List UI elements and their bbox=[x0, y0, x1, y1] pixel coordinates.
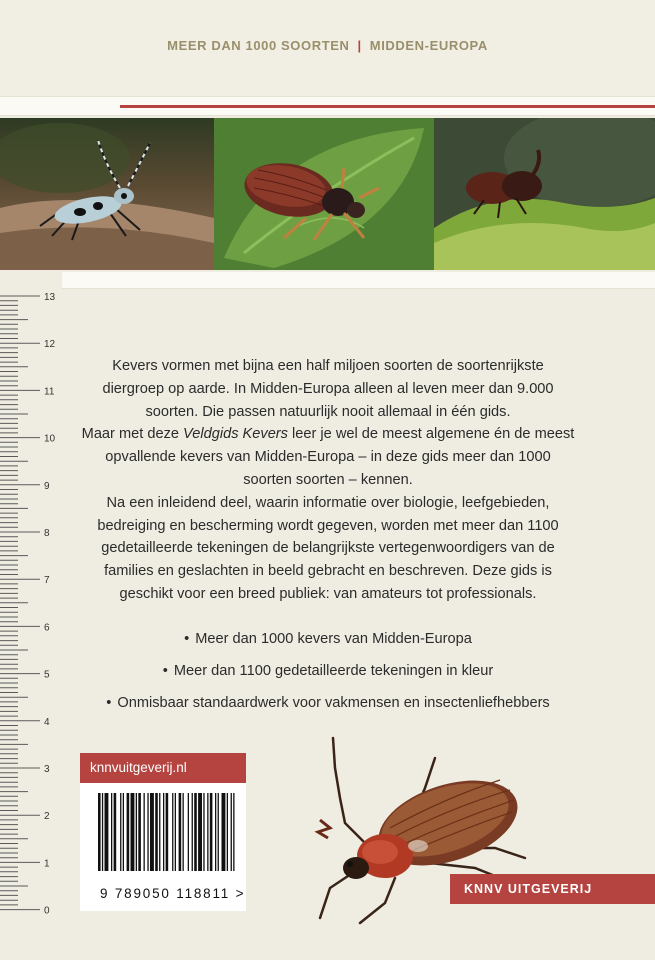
feature-item bbox=[78, 628, 578, 660]
feature-text: Meer dan 1000 kevers van Midden-Europa bbox=[195, 631, 472, 647]
description-p2-start: Maar met deze bbox=[81, 426, 184, 443]
feature-text: Meer dan 1100 gedetailleerde tekeningen in kleur bbox=[173, 663, 494, 679]
barcode-bar bbox=[163, 793, 164, 871]
description-paragraph-3: Na een inleidend deel, waarin informatie over biologie, leefgebieden, bedreiging en bescherming wordt gegeven, worden met meer dan 1100 gedetailleerde tekeningen de belangrijkste vertegenwoordigers van de families en geslachten in beeld gebracht en beschreven. Deze gids is geschikt voor een breed publiek: van amateurs tot professionals. bbox=[97, 494, 559, 602]
header-tagline-left: MEER DAN 1000 SOORTEN bbox=[167, 38, 350, 53]
barcode-bar bbox=[105, 793, 109, 871]
header-tagline-right: MIDDEN-EUROPA bbox=[369, 38, 488, 53]
ruler-label: 11 bbox=[44, 386, 55, 398]
feature-item bbox=[78, 692, 578, 724]
header-separator: | bbox=[357, 38, 362, 53]
rhinoceros-beetle-on-moss-photo bbox=[434, 118, 655, 270]
longhorn-beetle-photo bbox=[0, 118, 214, 270]
header-tagline bbox=[0, 38, 655, 53]
barcode-bar bbox=[194, 793, 197, 871]
barcode-bar bbox=[114, 793, 117, 871]
ruler-label: 5 bbox=[44, 669, 50, 681]
barcode-bar bbox=[138, 793, 141, 871]
barcode-bars bbox=[80, 783, 246, 883]
ruler-label: 1 bbox=[44, 858, 50, 870]
barcode-bar bbox=[188, 793, 189, 871]
barcode-bar bbox=[192, 793, 193, 871]
barcode-bar bbox=[210, 793, 213, 871]
photo-strip bbox=[0, 118, 655, 270]
feature-text: Onmisbaar standaardwerk voor vakmensen en insectenliefhebbers bbox=[117, 695, 550, 711]
barcode-bar bbox=[144, 793, 145, 871]
barcode-bar bbox=[175, 793, 176, 871]
isbn-digits: 9 789050 118811 > bbox=[100, 886, 246, 901]
ruler-label: 13 bbox=[44, 292, 56, 303]
ruler-label: 7 bbox=[44, 575, 50, 587]
ruler-label: 9 bbox=[44, 480, 50, 492]
ruler-label: 6 bbox=[44, 622, 50, 634]
barcode-bar bbox=[159, 793, 160, 871]
ruler-label: 3 bbox=[44, 764, 50, 775]
barcode-bar bbox=[120, 793, 121, 871]
barcode-bar bbox=[147, 793, 148, 871]
barcode-bar bbox=[123, 793, 124, 871]
accent-line bbox=[120, 105, 655, 108]
barcode-bar bbox=[222, 793, 226, 871]
top-stripe bbox=[0, 96, 655, 116]
barcode-bar bbox=[111, 793, 112, 871]
feature-list bbox=[78, 628, 578, 724]
book-title: Veldgids Kevers bbox=[183, 426, 288, 443]
publisher-badge: KNNV UITGEVERIJ bbox=[450, 874, 655, 904]
ruler-label: 12 bbox=[44, 339, 56, 351]
barcode-bar bbox=[233, 793, 234, 871]
barcode-bar bbox=[166, 793, 169, 871]
bullet-icon: • bbox=[184, 631, 190, 647]
barcode-bar bbox=[203, 793, 204, 871]
header-band bbox=[0, 0, 655, 96]
ruler-label: 8 bbox=[44, 528, 50, 539]
barcode-bar bbox=[231, 793, 232, 871]
barcode-bar bbox=[179, 793, 182, 871]
barcode-bar bbox=[127, 793, 130, 871]
ruler-label: 10 bbox=[44, 433, 56, 445]
website-badge: knnvuitgeverij.nl bbox=[80, 753, 246, 783]
barcode-bar bbox=[227, 793, 228, 871]
barcode-bar bbox=[198, 793, 202, 871]
bullet-icon: • bbox=[162, 663, 168, 679]
ruler bbox=[0, 270, 62, 960]
barcode-bar bbox=[136, 793, 137, 871]
barcode-bar bbox=[150, 793, 154, 871]
ruler-label: 0 bbox=[44, 905, 50, 917]
ruler-label: 4 bbox=[44, 716, 50, 728]
cockchafer-on-leaf-photo bbox=[214, 118, 434, 270]
bullet-icon: • bbox=[106, 695, 112, 711]
barcode-bar bbox=[207, 793, 208, 871]
barcode-bar bbox=[172, 793, 173, 871]
description-paragraph-1: Kevers vormen met bijna een half miljoen soorten de soortenrijkste diergroep op aarde. In Midden-Europa alleen al leven meer dan 9.000 soorten. Die passen natuurlijk nooit allemaal in één gids. bbox=[102, 358, 554, 420]
bottom-stripe bbox=[0, 272, 655, 289]
description-paragraph-2 bbox=[80, 423, 576, 491]
barcode-bar bbox=[98, 793, 101, 871]
barcode-bar bbox=[131, 793, 135, 871]
description-p2-end: leer je wel de meest algemene én de meest opvallende kevers van Midden-Europa – in deze gids meer dan 1000 soorten soorten – kennen. bbox=[105, 426, 575, 488]
description bbox=[80, 355, 576, 606]
ruler-label: 2 bbox=[44, 811, 50, 823]
barcode-bar bbox=[215, 793, 216, 871]
barcode-bar bbox=[102, 793, 103, 871]
barcode-bar bbox=[218, 793, 219, 871]
feature-item bbox=[78, 660, 578, 692]
barcode-bar bbox=[183, 793, 184, 871]
barcode-bar bbox=[155, 793, 158, 871]
